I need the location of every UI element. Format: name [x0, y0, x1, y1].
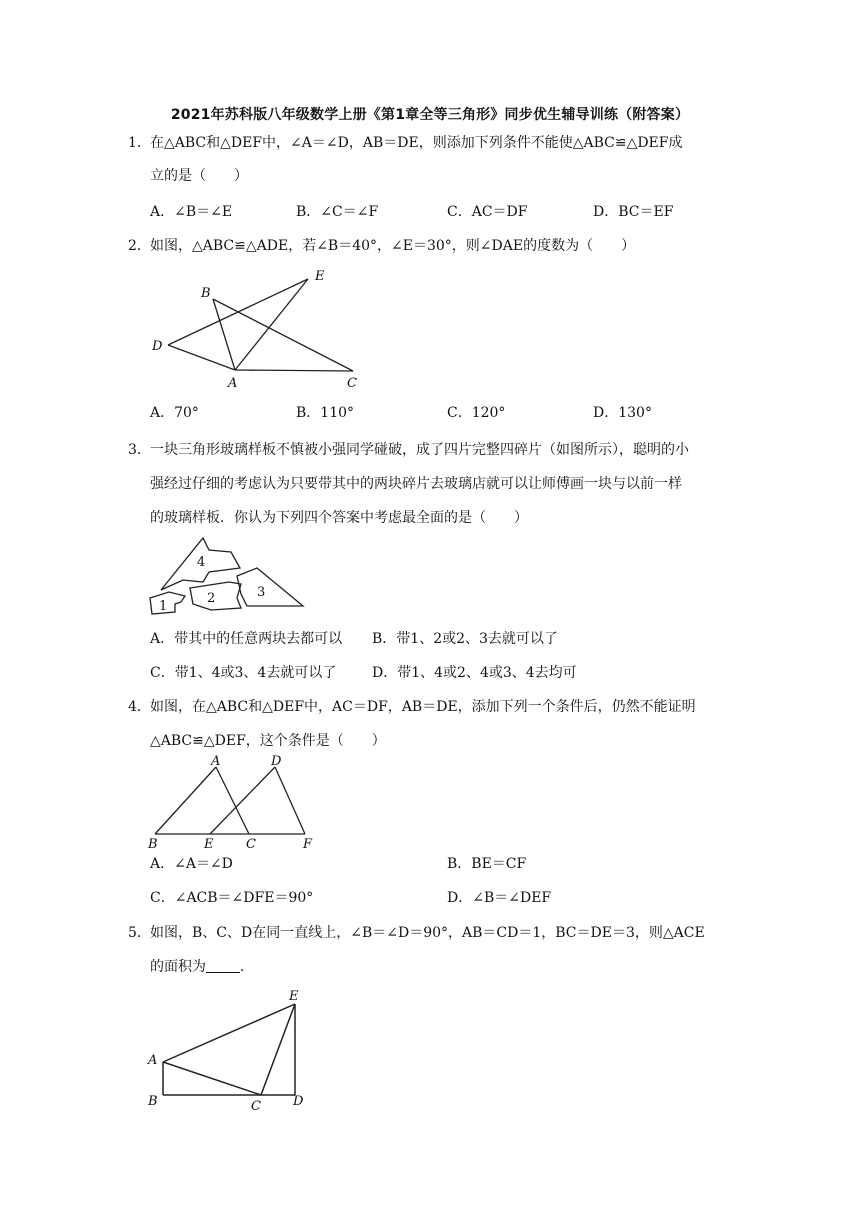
figure-label-d: D — [152, 339, 163, 354]
figure-label-a: A — [148, 1053, 158, 1068]
question-2-option-b: B．110° — [296, 405, 355, 421]
figure-label-b: B — [148, 837, 158, 852]
shard-label-2: 2 — [207, 591, 216, 606]
question-4-number: 4． — [128, 699, 151, 715]
question-3-line-2: 强经过仔细的考虑认为只要带其中的两块碎片去玻璃店就可以让师傅画一块与以前一样 — [150, 476, 682, 492]
question-5-text: 如图，B、C、D在同一直线上，∠B＝∠D＝90°，AB＝CD＝1，BC＝DE＝3，则△ACE — [150, 925, 705, 941]
question-2-text: 如图，△ABC≌△ADE，若∠B＝40°，∠E＝30°，则∠DAE的度数为（ ） — [150, 238, 636, 254]
question-2-option-a: A．70° — [150, 405, 199, 421]
question-4-line-2: △ABC≌△DEF，这个条件是（ ） — [150, 733, 386, 749]
figure-label-d: D — [293, 1094, 304, 1109]
figure-label-c: C — [251, 1099, 261, 1114]
question-3-line-3: 的玻璃样板．你认为下列四个答案中考虑最全面的是（ ） — [150, 510, 528, 526]
question-1-number: 1． — [128, 135, 151, 151]
question-1-option-b: B．∠C＝∠F — [296, 204, 379, 220]
question-4-line-1 — [128, 697, 696, 717]
question-5-number: 5． — [128, 925, 151, 941]
shard-label-4: 4 — [197, 555, 206, 570]
question-5-line-1 — [128, 923, 705, 943]
question-1-option-d: D．BC＝EF — [593, 204, 674, 220]
question-5-text-2: 的面积为 — [150, 959, 206, 975]
question-1-option-a: A．∠B＝∠E — [150, 204, 233, 220]
shard-label-1: 1 — [159, 599, 168, 614]
figure-label-e: E — [289, 989, 299, 1004]
question-3-option-c: C．带1、4或3、4去就可以了 — [150, 665, 337, 681]
document-title: 2021年苏科版八年级数学上册《第1章全等三角形》同步优生辅导训练（附答案） — [170, 107, 690, 123]
question-2-line-1 — [128, 236, 635, 256]
question-4-option-d: D．∠B＝∠DEF — [447, 890, 552, 906]
question-1-option-c: C．AC＝DF — [447, 204, 528, 220]
question-4-figure — [143, 754, 323, 852]
question-2-option-d: D．130° — [593, 405, 652, 421]
figure-label-e: E — [204, 837, 214, 852]
question-3-text: 一块三角形玻璃样板不慎被小强同学碰破，成了四片完整四碎片（如图所示），聪明的小 — [150, 442, 689, 458]
question-2-number: 2． — [128, 238, 151, 254]
question-3-option-a: A．带其中的任意两块去都可以 — [150, 631, 343, 647]
question-3-option-d: D．带1、4或2、4或3、4去均可 — [372, 665, 577, 681]
figure-label-c: C — [347, 376, 357, 391]
answer-blank — [206, 958, 240, 973]
question-3-line-1 — [128, 440, 689, 460]
question-1-text: 在△ABC和△DEF中，∠A＝∠D，AB＝DE，则添加下列条件不能使△ABC≌△DEF成 — [150, 135, 683, 151]
question-5-suffix: ． — [240, 959, 254, 975]
question-4-text: 如图，在△ABC和△DEF中，AC＝DF，AB＝DE，添加下列一个条件后，仍然不能证明 — [150, 699, 696, 715]
figure-label-b: B — [201, 286, 211, 301]
figure-label-e: E — [315, 269, 325, 284]
question-1-line-2: 立的是（ ） — [150, 168, 248, 184]
figure-label-f: F — [303, 837, 313, 852]
figure-label-b: B — [148, 1094, 158, 1109]
question-4-option-a: A．∠A＝∠D — [150, 856, 233, 872]
question-3-number: 3． — [128, 442, 151, 458]
shard-label-3: 3 — [257, 585, 266, 600]
question-4-option-b: B．BE＝CF — [447, 856, 527, 872]
question-2-figure — [145, 262, 375, 394]
question-1-line-1 — [128, 133, 683, 153]
figure-label-a: A — [211, 754, 221, 769]
question-3-figure — [145, 532, 310, 618]
question-4-option-c: C．∠ACB＝∠DFE＝90° — [150, 890, 314, 906]
figure-label-c: C — [246, 837, 256, 852]
question-3-option-b: B．带1、2或2、3去就可以了 — [372, 631, 558, 647]
figure-label-d: D — [271, 754, 282, 769]
question-5-figure — [143, 984, 318, 1114]
question-2-option-c: C．120° — [447, 405, 506, 421]
figure-label-a: A — [228, 376, 238, 391]
question-5-line-2 — [150, 957, 254, 977]
